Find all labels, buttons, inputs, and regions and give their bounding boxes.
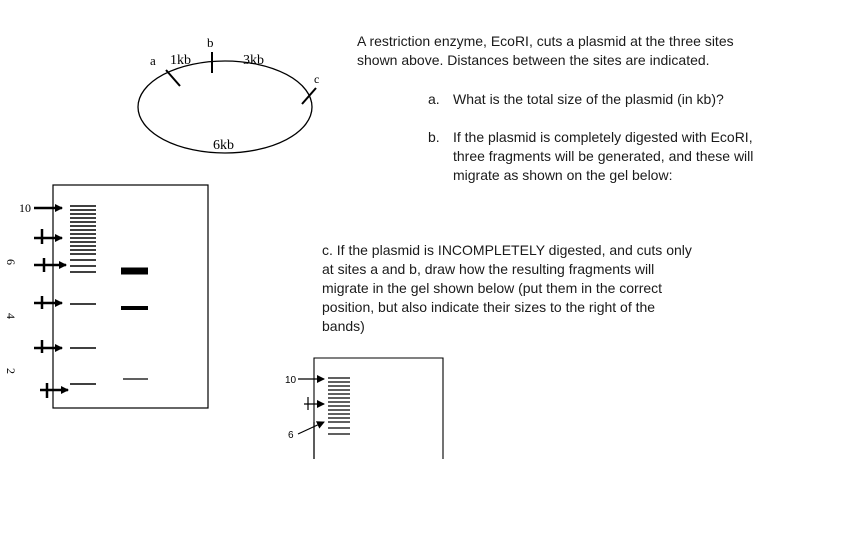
question-a-text: What is the total size of the plasmid (in kb)? [453, 91, 724, 107]
question-b-line-2: three fragments will be generated, and these will [453, 148, 754, 164]
gel-c-marker-label-6: 6 [288, 430, 294, 441]
question-c-line-2: at sites a and b, draw how the resulting fragments will [322, 261, 655, 277]
question-c-line-3: migrate in the gel shown below (put them in the correct [322, 280, 663, 296]
intro-line-2: shown above. Distances between the sites are indicated. [357, 52, 710, 68]
gel-c [285, 358, 443, 459]
gel-b-marker-label-4: 4 [4, 313, 18, 319]
question-c-line-1: c. If the plasmid is INCOMPLETELY digested, and cuts only [322, 242, 692, 258]
gel-c-frame [314, 358, 443, 459]
distance-label-ca: 6kb [213, 138, 234, 153]
gel-b-marker-labels [4, 201, 31, 374]
gel-b [4, 185, 208, 408]
gel-b-sample-lane [121, 271, 148, 379]
plasmid-map [138, 35, 319, 153]
cut-site-c-mark [302, 88, 316, 104]
site-label-c: c [314, 72, 320, 86]
gel-c-marker-label-10: 10 [285, 375, 297, 386]
gel-c-arrow-3 [298, 422, 324, 434]
question-c-line-4: position, but also indicate their sizes to the right of the [322, 299, 656, 315]
distance-label-bc: 3kb [243, 53, 264, 68]
question-b [428, 128, 838, 188]
question-b-line-1: If the plasmid is completely digested with EcoRI, [453, 129, 753, 145]
question-c-line-5: bands) [322, 318, 365, 334]
gel-b-marker-label-6: 6 [4, 259, 18, 265]
question-a-label: a. [428, 91, 440, 107]
gel-b-marker-label-2: 2 [4, 368, 18, 374]
gel-c-ladder-lane [328, 378, 350, 434]
gel-b-marker-label-10: 10 [19, 201, 31, 215]
question-b-label: b. [428, 129, 440, 145]
site-label-a: a [150, 53, 156, 68]
intro-line-1: A restriction enzyme, EcoRI, cuts a plasmid at the three sites [357, 33, 734, 49]
distance-label-ab: 1kb [170, 53, 191, 68]
question-b-line-3: migrate as shown on the gel below: [453, 167, 673, 183]
question-a [428, 90, 828, 109]
gel-c-arrows [298, 379, 324, 459]
gel-b-arrows [34, 208, 68, 398]
gel-b-ladder-lane [70, 206, 96, 384]
cut-site-a-mark [166, 70, 180, 86]
site-label-b: b [207, 35, 214, 50]
